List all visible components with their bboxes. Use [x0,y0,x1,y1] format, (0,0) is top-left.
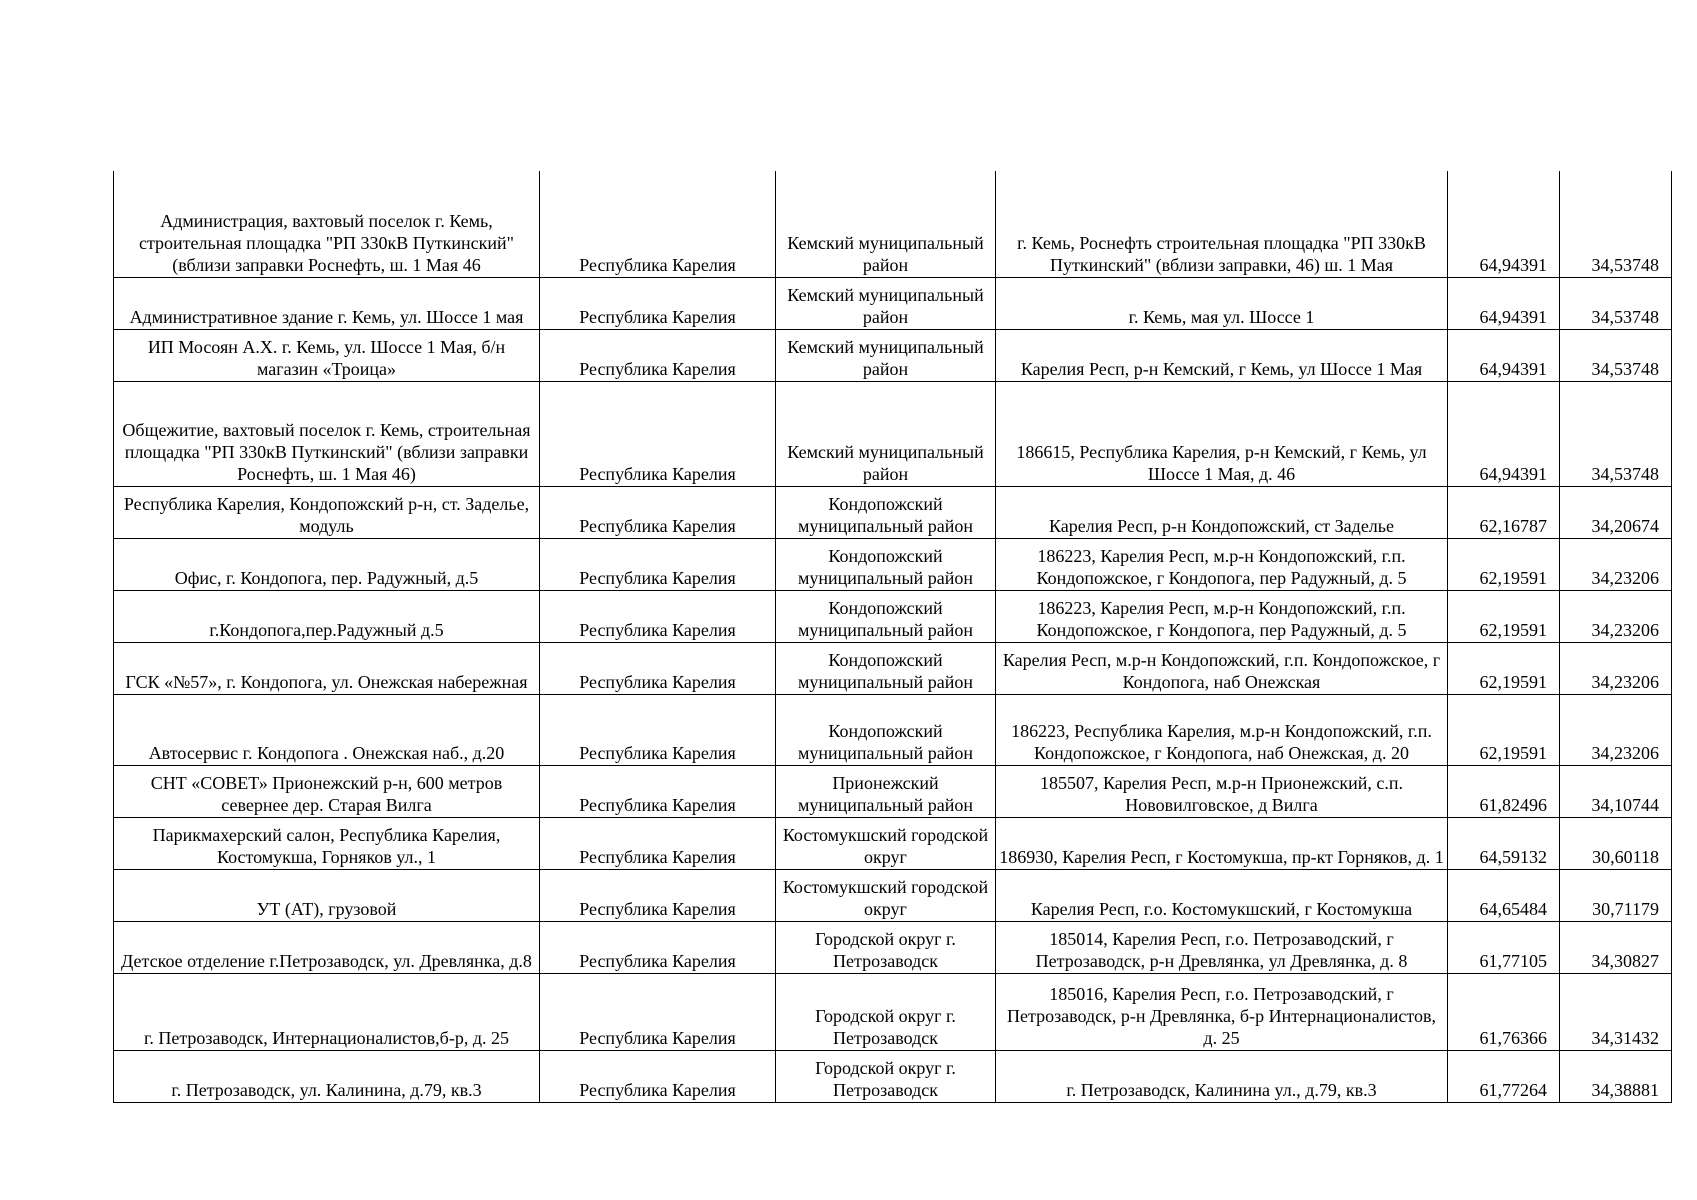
cell-object-name: УТ (АТ), грузовой [114,869,540,921]
table-row [114,329,1672,381]
cell-latitude: 64,65484 [1448,869,1560,921]
table-row [114,538,1672,590]
cell-latitude: 64,94391 [1448,381,1560,486]
cell-region: Республика Карелия [540,765,776,817]
cell-longitude: 34,10744 [1560,765,1672,817]
cell-object-name: ИП Мосоян А.Х. г. Кемь, ул. Шоссе 1 Мая, б/н магазин «Троица» [114,329,540,381]
cell-longitude: 34,53748 [1560,381,1672,486]
cell-object-name: Офис, г. Кондопога, пер. Радужный, д.5 [114,538,540,590]
cell-address: 185507, Карелия Респ, м.р-н Прионежский, с.п. Нововилговское, д Вилга [996,765,1448,817]
cell-region: Республика Карелия [540,277,776,329]
registry-table [113,171,1672,1103]
cell-address: 186930, Карелия Респ, г Костомукша, пр-кт Горняков, д. 1 [996,817,1448,869]
cell-latitude: 64,94391 [1448,277,1560,329]
cell-latitude: 61,76366 [1448,973,1560,1050]
cell-object-name: СНТ «СОВЕТ» Прионежский р-н, 600 метров севернее дер. Старая Вилга [114,765,540,817]
cell-latitude: 62,19591 [1448,694,1560,765]
cell-address: 186223, Карелия Респ, м.р-н Кондопожский, г.п. Кондопожское, г Кондопога, пер Радужный, д. 5 [996,590,1448,642]
cell-longitude: 34,20674 [1560,486,1672,538]
cell-object-name: Автосервис г. Кондопога . Онежская наб., д.20 [114,694,540,765]
cell-region: Республика Карелия [540,329,776,381]
cell-address: 186615, Республика Карелия, р-н Кемский, г Кемь, ул Шоссе 1 Мая, д. 46 [996,381,1448,486]
cell-district: Костомукшский городской округ [776,817,996,869]
cell-region: Республика Карелия [540,1050,776,1102]
cell-object-name: г.Кондопога,пер.Радужный д.5 [114,590,540,642]
table-row [114,642,1672,694]
cell-region: Республика Карелия [540,590,776,642]
cell-longitude: 34,38881 [1560,1050,1672,1102]
cell-district: Городской округ г. Петрозаводск [776,1050,996,1102]
table-row [114,921,1672,973]
cell-longitude: 34,23206 [1560,590,1672,642]
table-row [114,277,1672,329]
cell-district: Кемский муниципальный район [776,329,996,381]
cell-address: Карелия Респ, р-н Кемский, г Кемь, ул Шоссе 1 Мая [996,329,1448,381]
cell-object-name: г. Петрозаводск, ул. Калинина, д.79, кв.3 [114,1050,540,1102]
cell-district: Городской округ г. Петрозаводск [776,921,996,973]
cell-longitude: 34,53748 [1560,171,1672,277]
registry-table-body [114,171,1672,1102]
table-row [114,973,1672,1050]
cell-address: Карелия Респ, г.о. Костомукшский, г Костомукша [996,869,1448,921]
cell-latitude: 61,77264 [1448,1050,1560,1102]
cell-region: Республика Карелия [540,869,776,921]
cell-latitude: 64,94391 [1448,329,1560,381]
table-row [114,869,1672,921]
cell-object-name: ГСК «№57», г. Кондопога, ул. Онежская набережная [114,642,540,694]
cell-region: Республика Карелия [540,538,776,590]
cell-district: Кемский муниципальный район [776,381,996,486]
cell-object-name: Республика Карелия, Кондопожский р-н, ст. Заделье, модуль [114,486,540,538]
cell-address: 185016, Карелия Респ, г.о. Петрозаводский, г Петрозаводск, р-н Древлянка, б-р Интернационалистов, д. 25 [996,973,1448,1050]
cell-object-name: Парикмахерский салон, Республика Карелия, Костомукша, Горняков ул., 1 [114,817,540,869]
cell-address: г. Кемь, мая ул. Шоссе 1 [996,277,1448,329]
cell-district: Кемский муниципальный район [776,171,996,277]
table-row [114,765,1672,817]
cell-object-name: Администрация, вахтовый поселок г. Кемь, строительная площадка "РП 330кВ Путкинский" (вблизи заправки Роснефть, ш. 1 Мая 46 [114,171,540,277]
cell-district: Прионежский муниципальный район [776,765,996,817]
cell-district: Кемский муниципальный район [776,277,996,329]
cell-object-name: Общежитие, вахтовый поселок г. Кемь, строительная площадка "РП 330кВ Путкинский" (вблизи заправки Роснефть, ш. 1 Мая 46) [114,381,540,486]
cell-longitude: 34,31432 [1560,973,1672,1050]
cell-object-name: Административное здание г. Кемь, ул. Шоссе 1 мая [114,277,540,329]
cell-address: Карелия Респ, р-н Кондопожский, ст Заделье [996,486,1448,538]
table-row [114,171,1672,277]
cell-longitude: 34,30827 [1560,921,1672,973]
cell-district: Кондопожский муниципальный район [776,486,996,538]
cell-region: Республика Карелия [540,642,776,694]
table-row [114,381,1672,486]
cell-address: г. Петрозаводск, Калинина ул., д.79, кв.3 [996,1050,1448,1102]
table-row [114,486,1672,538]
cell-longitude: 34,23206 [1560,538,1672,590]
table-row [114,1050,1672,1102]
cell-latitude: 62,16787 [1448,486,1560,538]
cell-latitude: 64,59132 [1448,817,1560,869]
cell-region: Республика Карелия [540,171,776,277]
cell-longitude: 34,53748 [1560,277,1672,329]
cell-address: г. Кемь, Роснефть строительная площадка "РП 330кВ Путкинский" (вблизи заправки, 46) ш. 1 Мая [996,171,1448,277]
cell-region: Республика Карелия [540,921,776,973]
table-row [114,590,1672,642]
cell-region: Республика Карелия [540,486,776,538]
cell-address: 186223, Карелия Респ, м.р-н Кондопожский, г.п. Кондопожское, г Кондопога, пер Радужный, д. 5 [996,538,1448,590]
cell-longitude: 30,60118 [1560,817,1672,869]
cell-region: Республика Карелия [540,973,776,1050]
cell-address: 185014, Карелия Респ, г.о. Петрозаводский, г Петрозаводск, р-н Древлянка, ул Древлянка, д. 8 [996,921,1448,973]
cell-latitude: 61,82496 [1448,765,1560,817]
cell-district: Костомукшский городской округ [776,869,996,921]
cell-latitude: 62,19591 [1448,590,1560,642]
cell-region: Республика Карелия [540,381,776,486]
cell-district: Кондопожский муниципальный район [776,538,996,590]
cell-object-name: г. Петрозаводск, Интернационалистов,б-р, д. 25 [114,973,540,1050]
cell-district: Городской округ г. Петрозаводск [776,973,996,1050]
cell-longitude: 34,53748 [1560,329,1672,381]
cell-region: Республика Карелия [540,694,776,765]
cell-district: Кондопожский муниципальный район [776,590,996,642]
cell-latitude: 64,94391 [1448,171,1560,277]
cell-address: Карелия Респ, м.р-н Кондопожский, г.п. Кондопожское, г Кондопога, наб Онежская [996,642,1448,694]
cell-latitude: 62,19591 [1448,538,1560,590]
cell-address: 186223, Республика Карелия, м.р-н Кондопожский, г.п. Кондопожское, г Кондопога, наб Онежская, д. 20 [996,694,1448,765]
table-row [114,817,1672,869]
table-row [114,694,1672,765]
cell-longitude: 34,23206 [1560,694,1672,765]
cell-object-name: Детское отделение г.Петрозаводск, ул. Древлянка, д.8 [114,921,540,973]
cell-longitude: 34,23206 [1560,642,1672,694]
cell-region: Республика Карелия [540,817,776,869]
cell-latitude: 62,19591 [1448,642,1560,694]
cell-longitude: 30,71179 [1560,869,1672,921]
cell-district: Кондопожский муниципальный район [776,642,996,694]
cell-district: Кондопожский муниципальный район [776,694,996,765]
cell-latitude: 61,77105 [1448,921,1560,973]
